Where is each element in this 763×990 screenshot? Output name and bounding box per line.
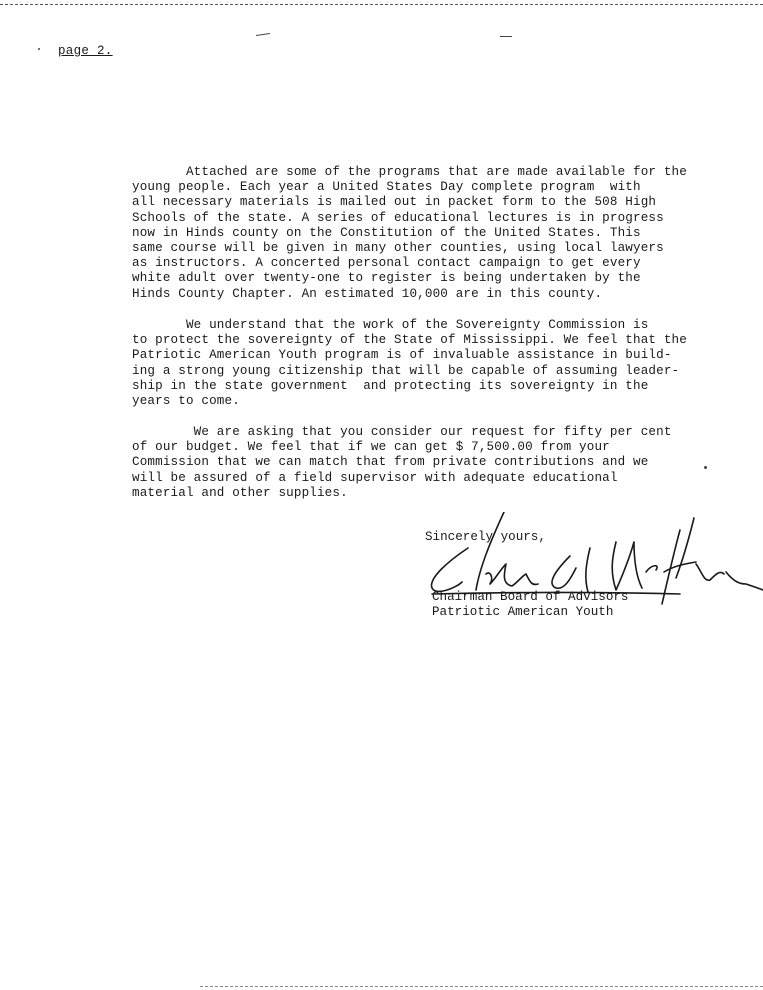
text-line: Commission that we can match that from private contributions and we [132,455,649,470]
text-line: of our budget. We feel that if we can get $ 7,500.00 from your [132,440,610,455]
signer-title: Chairman Board of Advisors [432,590,629,604]
text-line: We understand that the work of the Sovereignty Commission is [132,318,649,332]
text-line: all necessary materials is mailed out in packet form to the 508 High [132,195,657,210]
text-line: Attached are some of the programs that are made available for the [132,165,687,179]
text-line: white adult over twenty-one to register is being undertaken by the [132,271,641,286]
text-line: ing a strong young citizenship that will be capable of assuming leader- [132,363,680,378]
stray-mark [256,33,270,36]
paragraph-sovereignty [132,318,687,409]
text-line: to protect the sovereignty of the State of Mississippi. We feel that the [132,333,687,348]
text-line: will be assured of a field supervisor with adequate educational [132,470,618,485]
text-line: Patriotic American Youth program is of invaluable assistance in build- [132,348,672,363]
text-line: Hinds County Chapter. An estimated 10,000 are in this county. [132,286,603,301]
top-edge-line [0,4,763,5]
text-line: years to come. [132,394,240,409]
text-line: We are asking that you consider our request for fifty per cent [132,425,672,439]
signer-organization: Patriotic American Youth [432,605,614,619]
stray-mark [500,36,512,37]
paragraph-programs [132,165,687,302]
text-line: same course will be given in many other counties, using local lawyers [132,241,664,256]
text-line: now in Hinds county on the Constitution of the United States. This [132,225,641,240]
stray-mark [38,48,40,50]
text-line: Schools of the state. A series of educational lectures is in progress [132,210,664,225]
page-number: page 2. [58,44,113,58]
text-line: material and other supplies. [132,485,348,500]
salutation: Sincerely yours, [425,530,546,544]
stray-mark [704,466,707,469]
text-line: as instructors. A concerted personal contact campaign to get every [132,256,641,271]
text-line: young people. Each year a United States Day complete program with [132,180,641,195]
bottom-edge-line [200,986,763,987]
text-line: ship in the state government and protecting its sovereignty in the [132,378,649,393]
paragraph-budget-request [132,425,672,501]
